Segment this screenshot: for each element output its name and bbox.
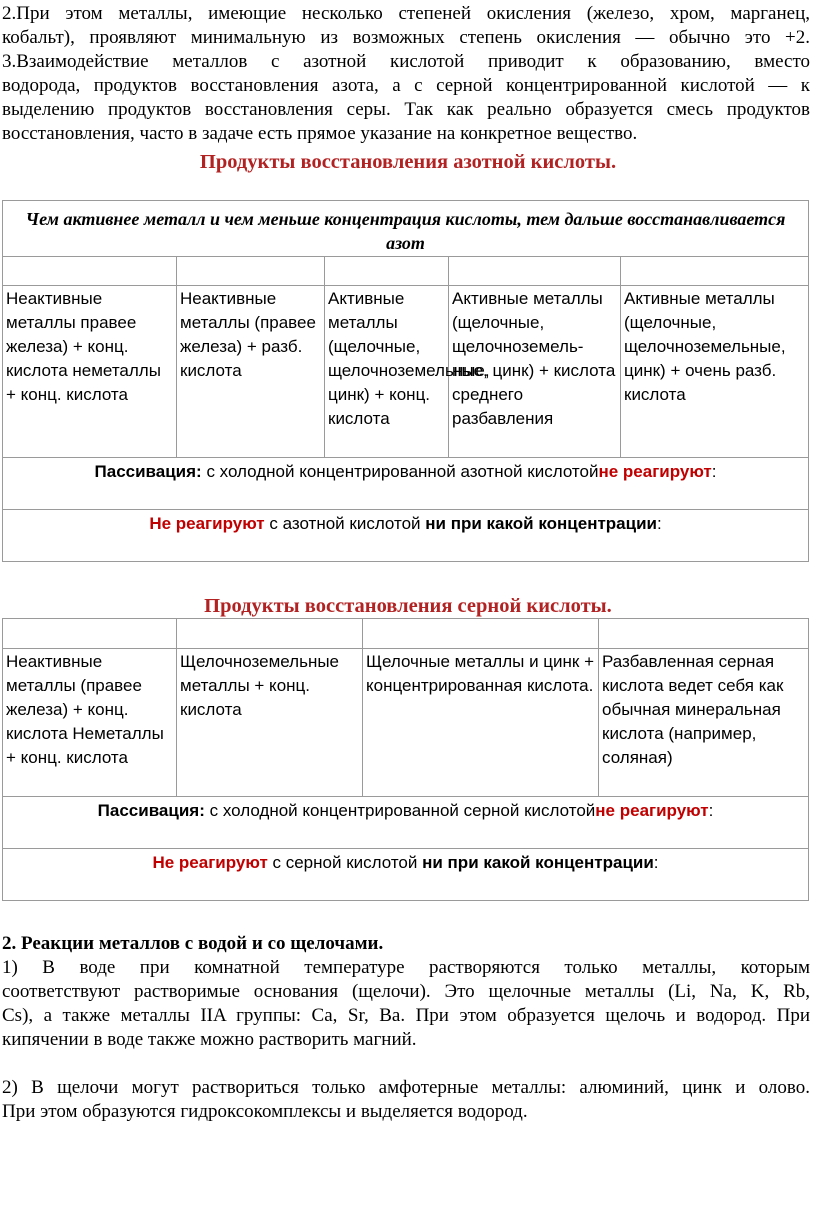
nitric-passivation-red: не реагируют (598, 462, 712, 481)
sulfuric-cell-3: Щелочные металлы и цинк + концентрированная кислота. (363, 649, 599, 797)
nitric-cell-2: Неактивные металлы (правее железа) + разб. кислота (177, 286, 325, 458)
section2-p2-line-1: 2) В щелочи могут раствориться только амфотерные металлы: алюминий, цинк и олово. (2, 1077, 810, 1098)
sulfuric-noreact-red: Не реагируют (152, 853, 268, 872)
nitric-heading: Продукты восстановления азотной кислоты. (199, 151, 617, 173)
sulfuric-passivation-end: : (708, 801, 714, 820)
nitric-empty-cell (449, 257, 621, 286)
intro-line-1: 2.При этом металлы, имеющие несколько степеней окисления (железо, хром, марганец, (2, 3, 810, 24)
nitric-cell-5: Активные металлы (щелочные, щелочноземельные, цинк) + очень разб. кислота (621, 286, 809, 458)
sulfuric-empty-cell (363, 619, 599, 649)
nitric-passivation-end: : (711, 462, 717, 481)
sulfuric-heading: Продукты восстановления серной кислоты. (204, 595, 612, 617)
nitric-noreact-end: : (656, 514, 662, 533)
sulfuric-noreact-end: : (653, 853, 659, 872)
nitric-passivation-text: с холодной концентрированной азотной кислотой (201, 462, 599, 481)
nitric-passivation (3, 458, 809, 510)
nitric-empty-cell (177, 257, 325, 286)
nitric-cell-4: Активные металлы (щелочные, щелочноземель-ные, цинк) + кислота среднего разбавления (449, 286, 621, 458)
sulfuric-noreact-text: с серной кислотой (267, 853, 423, 872)
nitric-empty-cell (325, 257, 449, 286)
intro-line-2: кобальт), проявляют минимальную из возможных степень окисления — обычно это +2. (2, 27, 810, 48)
section2-p1-line-2: соответствуют растворимые основания (щелочи). Это щелочные металлы (Li, Na, K, Rb, (2, 981, 810, 1002)
section2-p1-line-1: 1) В воде при комнатной температуре растворяются только металлы, которым (2, 957, 810, 978)
sulfuric-passivation-label: Пассивация: (97, 801, 205, 820)
sulfuric-passivation-red: не реагируют (595, 801, 709, 820)
nitric-empty-cell (621, 257, 809, 286)
section2-p2-line-2: При этом образуются гидроксокомплексы и выделяется водород. (2, 1101, 528, 1122)
sulfuric-table (2, 618, 809, 901)
nitric-noreact-red: Не реагируют (149, 514, 265, 533)
intro-line-4: водорода, продуктов восстановления азота, а с серной концентрированной кислотой — к (2, 75, 810, 96)
sulfuric-empty-cell (3, 619, 177, 649)
sulfuric-noreact (3, 849, 809, 901)
nitric-cell-3: Активные металлы (щелочные, щелочноземельные, цинк) + конц. кислота (325, 286, 449, 458)
section2-heading: 2. Реакции металлов с водой и со щелочами. (2, 933, 384, 954)
sulfuric-passivation (3, 797, 809, 849)
sulfuric-empty-cell (599, 619, 809, 649)
nitric-table (2, 200, 809, 562)
intro-line-5: выделению продуктов восстановления серы. Так как реально образуется смесь продуктов (2, 99, 810, 120)
intro-line-3: 3.Взаимодействие металлов с азотной кислотой приводит к образованию, вместо (2, 51, 810, 72)
nitric-noreact-text: с азотной кислотой (264, 514, 426, 533)
section2-p1-line-3: Cs), а также металлы IIA группы: Ca, Sr, Ba. При этом образуется щелочь и водород. При (2, 1005, 810, 1026)
nitric-passivation-label: Пассивация: (94, 462, 202, 481)
sulfuric-passivation-text: с холодной концентрированной серной кислотой (204, 801, 596, 820)
section2-p1-line-4: кипячении в воде также можно растворить магний. (2, 1029, 417, 1050)
sulfuric-cell-2: Щелочноземельные металлы + конц. кислота (177, 649, 363, 797)
nitric-rule: Чем активнее металл и чем меньше концентрация кислоты, тем дальше восстанавливается азот (3, 201, 809, 257)
nitric-cell-1: Неактивные металлы правее железа) + конц. кислота неметаллы + конц. кислота (3, 286, 177, 458)
nitric-noreact (3, 510, 809, 562)
sulfuric-noreact-bold: ни при какой концентрации (422, 853, 654, 872)
sulfuric-cell-4: Разбавленная серная кислота ведет себя как обычная минеральная кислота (например, соляная) (599, 649, 809, 797)
intro-line-6: восстановления, часто в задаче есть прямое указание на конкретное вещество. (2, 123, 638, 144)
sulfuric-empty-cell (177, 619, 363, 649)
nitric-noreact-bold: ни при какой концентрации (425, 514, 657, 533)
sulfuric-cell-1: Неактивные металлы (правее железа) + конц. кислота Неметаллы + конц. кислота (3, 649, 177, 797)
nitric-empty-cell (3, 257, 177, 286)
